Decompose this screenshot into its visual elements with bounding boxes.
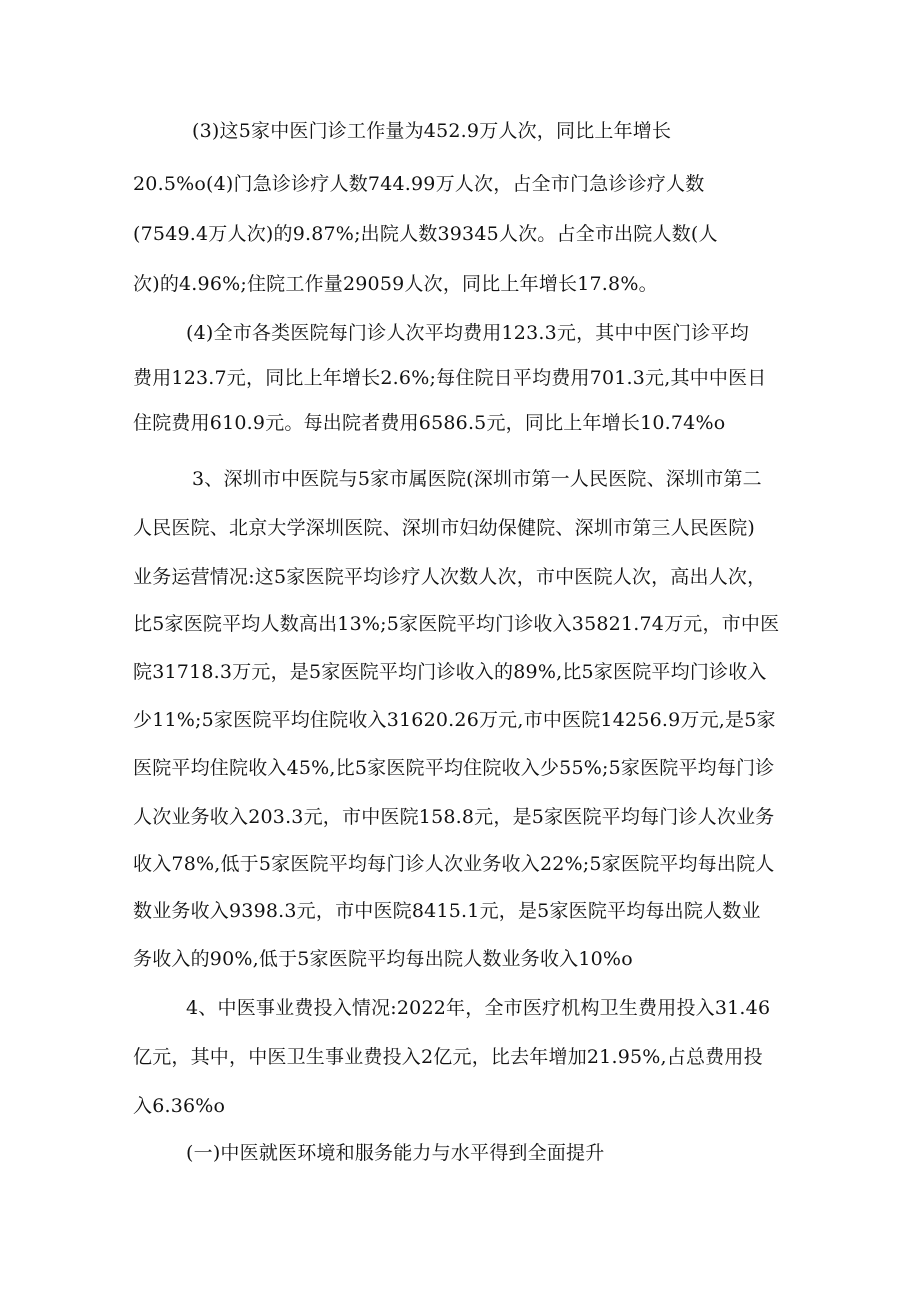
text-line: 次)的4.96%;住院工作量29059人次，同比上年增长17.8%。: [133, 273, 658, 295]
text-line: 费用123.7元，同比上年增长2.6%;每住院日平均费用701.3元,其中中医日: [133, 367, 767, 389]
text-line: (3)这5家中医门诊工作量为452.9万人次，同比上年增长: [192, 120, 672, 142]
text-line: 人民医院、北京大学深圳医院、深圳市妇幼保健院、深圳市第三人民医院): [133, 517, 756, 539]
text-line: 入6.36%o: [133, 1095, 226, 1117]
text-line: (4)全市各类医院每门诊人次平均费用123.3元，其中中医门诊平均: [186, 322, 749, 344]
text-line: 医院平均住院收入45%,比5家医院平均住院收入少55%;5家医院平均每门诊: [133, 757, 775, 779]
text-line: 数业务收入9398.3元，市中医院8415.1元，是5家医院平均每出院人数业: [133, 900, 761, 922]
text-line: 业务运营情况:这5家医院平均诊疗人次数人次，市中医院人次，高出人次，: [133, 566, 767, 588]
text-line: 人次业务收入203.3元，市中医院158.8元，是5家医院平均每门诊人次业务: [133, 806, 775, 828]
text-line: 住院费用610.9元。每出院者费用6586.5元，同比上年增长10.74%o: [133, 412, 726, 434]
text-line: 亿元，其中，中医卫生事业费投入2亿元，比去年增加21.95%,占总费用投: [133, 1046, 763, 1068]
text-line: 收入78%,低于5家医院平均每门诊人次业务收入22%;5家医院平均每出院人: [133, 853, 775, 875]
section-heading: (一)中医就医环境和服务能力与水平得到全面提升: [186, 1142, 605, 1164]
text-line: 务收入的90%,低于5家医院平均每出院人数业务收入10%o: [133, 948, 633, 970]
text-line: (7549.4万人次)的9.87%;出院人数39345人次。占全市出院人数(人: [133, 223, 718, 245]
text-line: 3、深圳市中医院与5家市属医院(深圳市第一人民医院、深圳市第二: [192, 468, 762, 490]
text-line: 4、中医事业费投入情况:2022年，全市医疗机构卫生费用投入31.46: [186, 997, 771, 1019]
text-line: 比5家医院平均人数高出13%;5家医院平均门诊收入35821.74万元，市中医: [133, 613, 780, 635]
text-line: 院31718.3万元，是5家医院平均门诊收入的89%,比5家医院平均门诊收入: [133, 661, 767, 683]
text-line: 少11%;5家医院平均住院收入31620.26万元,市中医院14256.9万元,是5家: [133, 709, 776, 731]
text-line: 20.5%o(4)门急诊诊疗人数744.99万人次，占全市门急诊诊疗人数: [133, 173, 705, 195]
